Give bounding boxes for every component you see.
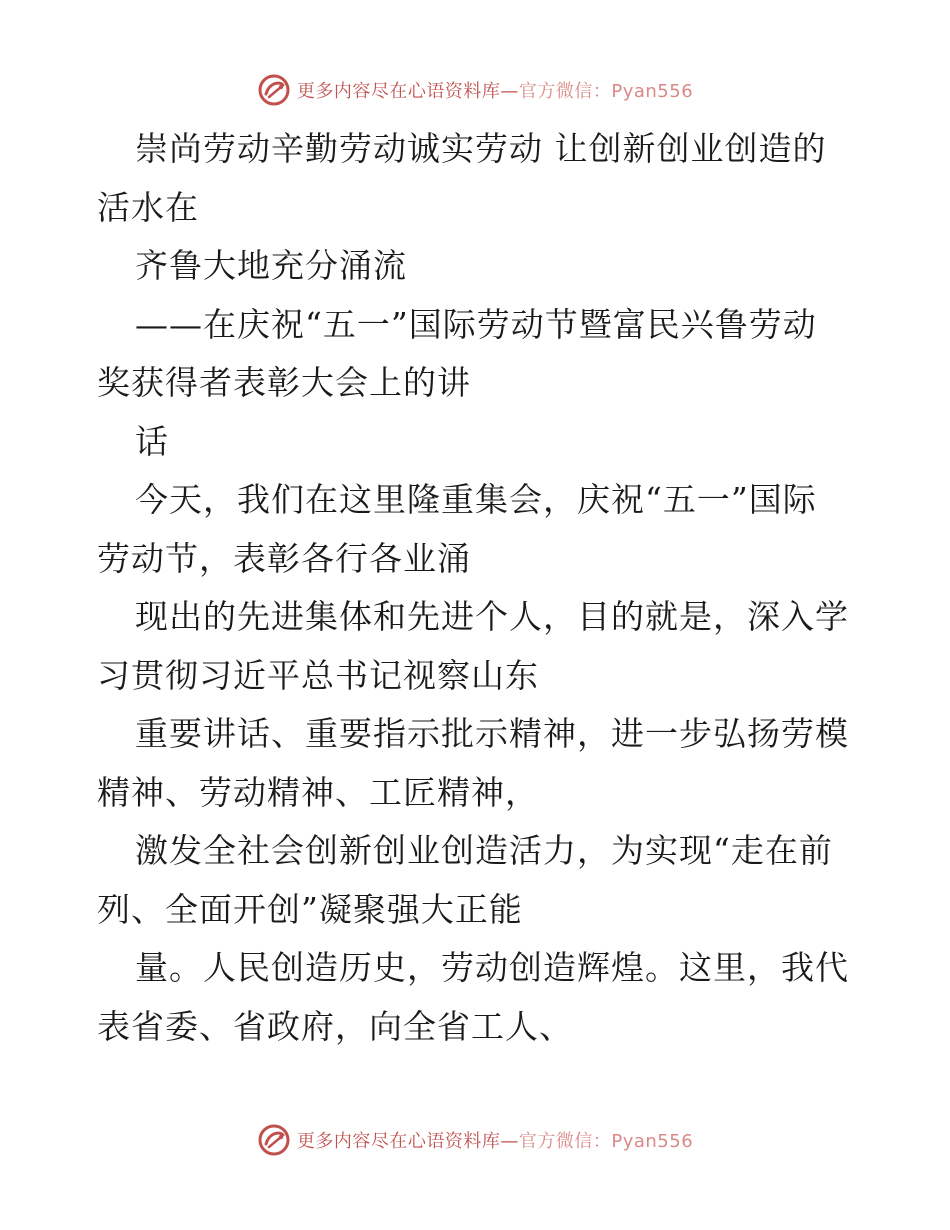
footer-watermark [0,1120,950,1160]
text-line: 重要讲话、重要指示批示精神，进一步弘扬劳模 [135,714,849,753]
header-watermark [0,70,950,110]
text-line: ——在庆祝“五一”国际劳动节暨富民兴鲁劳动 [135,304,817,344]
text-line: 表省委、省政府，向全省工人、 [97,1006,573,1046]
watermark-text [297,1127,693,1153]
watermark-wechat: 官方微信：Pyan556 [518,1131,694,1152]
text-line: 崇尚劳动辛勤劳动诚实劳动 让创新创业创造的 [135,129,827,168]
text-line: 今天，我们在这里隆重集会，庆祝“五一”国际 [135,480,817,519]
watermark-site: 更多内容尽在心语资料库— [296,81,519,102]
text-line: 精神、劳动精神、工匠精神， [97,772,539,812]
watermark-wechat: 官方微信：Pyan556 [518,81,694,102]
text-line: 奖获得者表彰大会上的讲 [97,363,471,402]
text-line: 劳动节，表彰各行各业涌 [97,538,471,578]
watermark-site: 更多内容尽在心语资料库— [296,1131,519,1152]
text-line: 列、全面开创”凝聚强大正能 [97,889,523,929]
watermark-text [297,77,693,103]
document-body [97,120,857,1056]
text-line: 量。人民创造历史，劳动创造辉煌。这里，我代 [135,948,849,987]
text-line: 激发全社会创新创业创造活力，为实现“走在前 [135,831,833,870]
text-line: 习贯彻习近平总书记视察山东 [97,655,539,695]
logo-icon [257,1123,291,1157]
text-line: 活水在 [97,187,199,227]
logo-icon [257,73,291,107]
text-line: 现出的先进集体和先进个人，目的就是，深入学 [135,597,849,636]
text-line: 话 [135,421,169,461]
text-line: 齐鲁大地充分涌流 [135,246,407,285]
